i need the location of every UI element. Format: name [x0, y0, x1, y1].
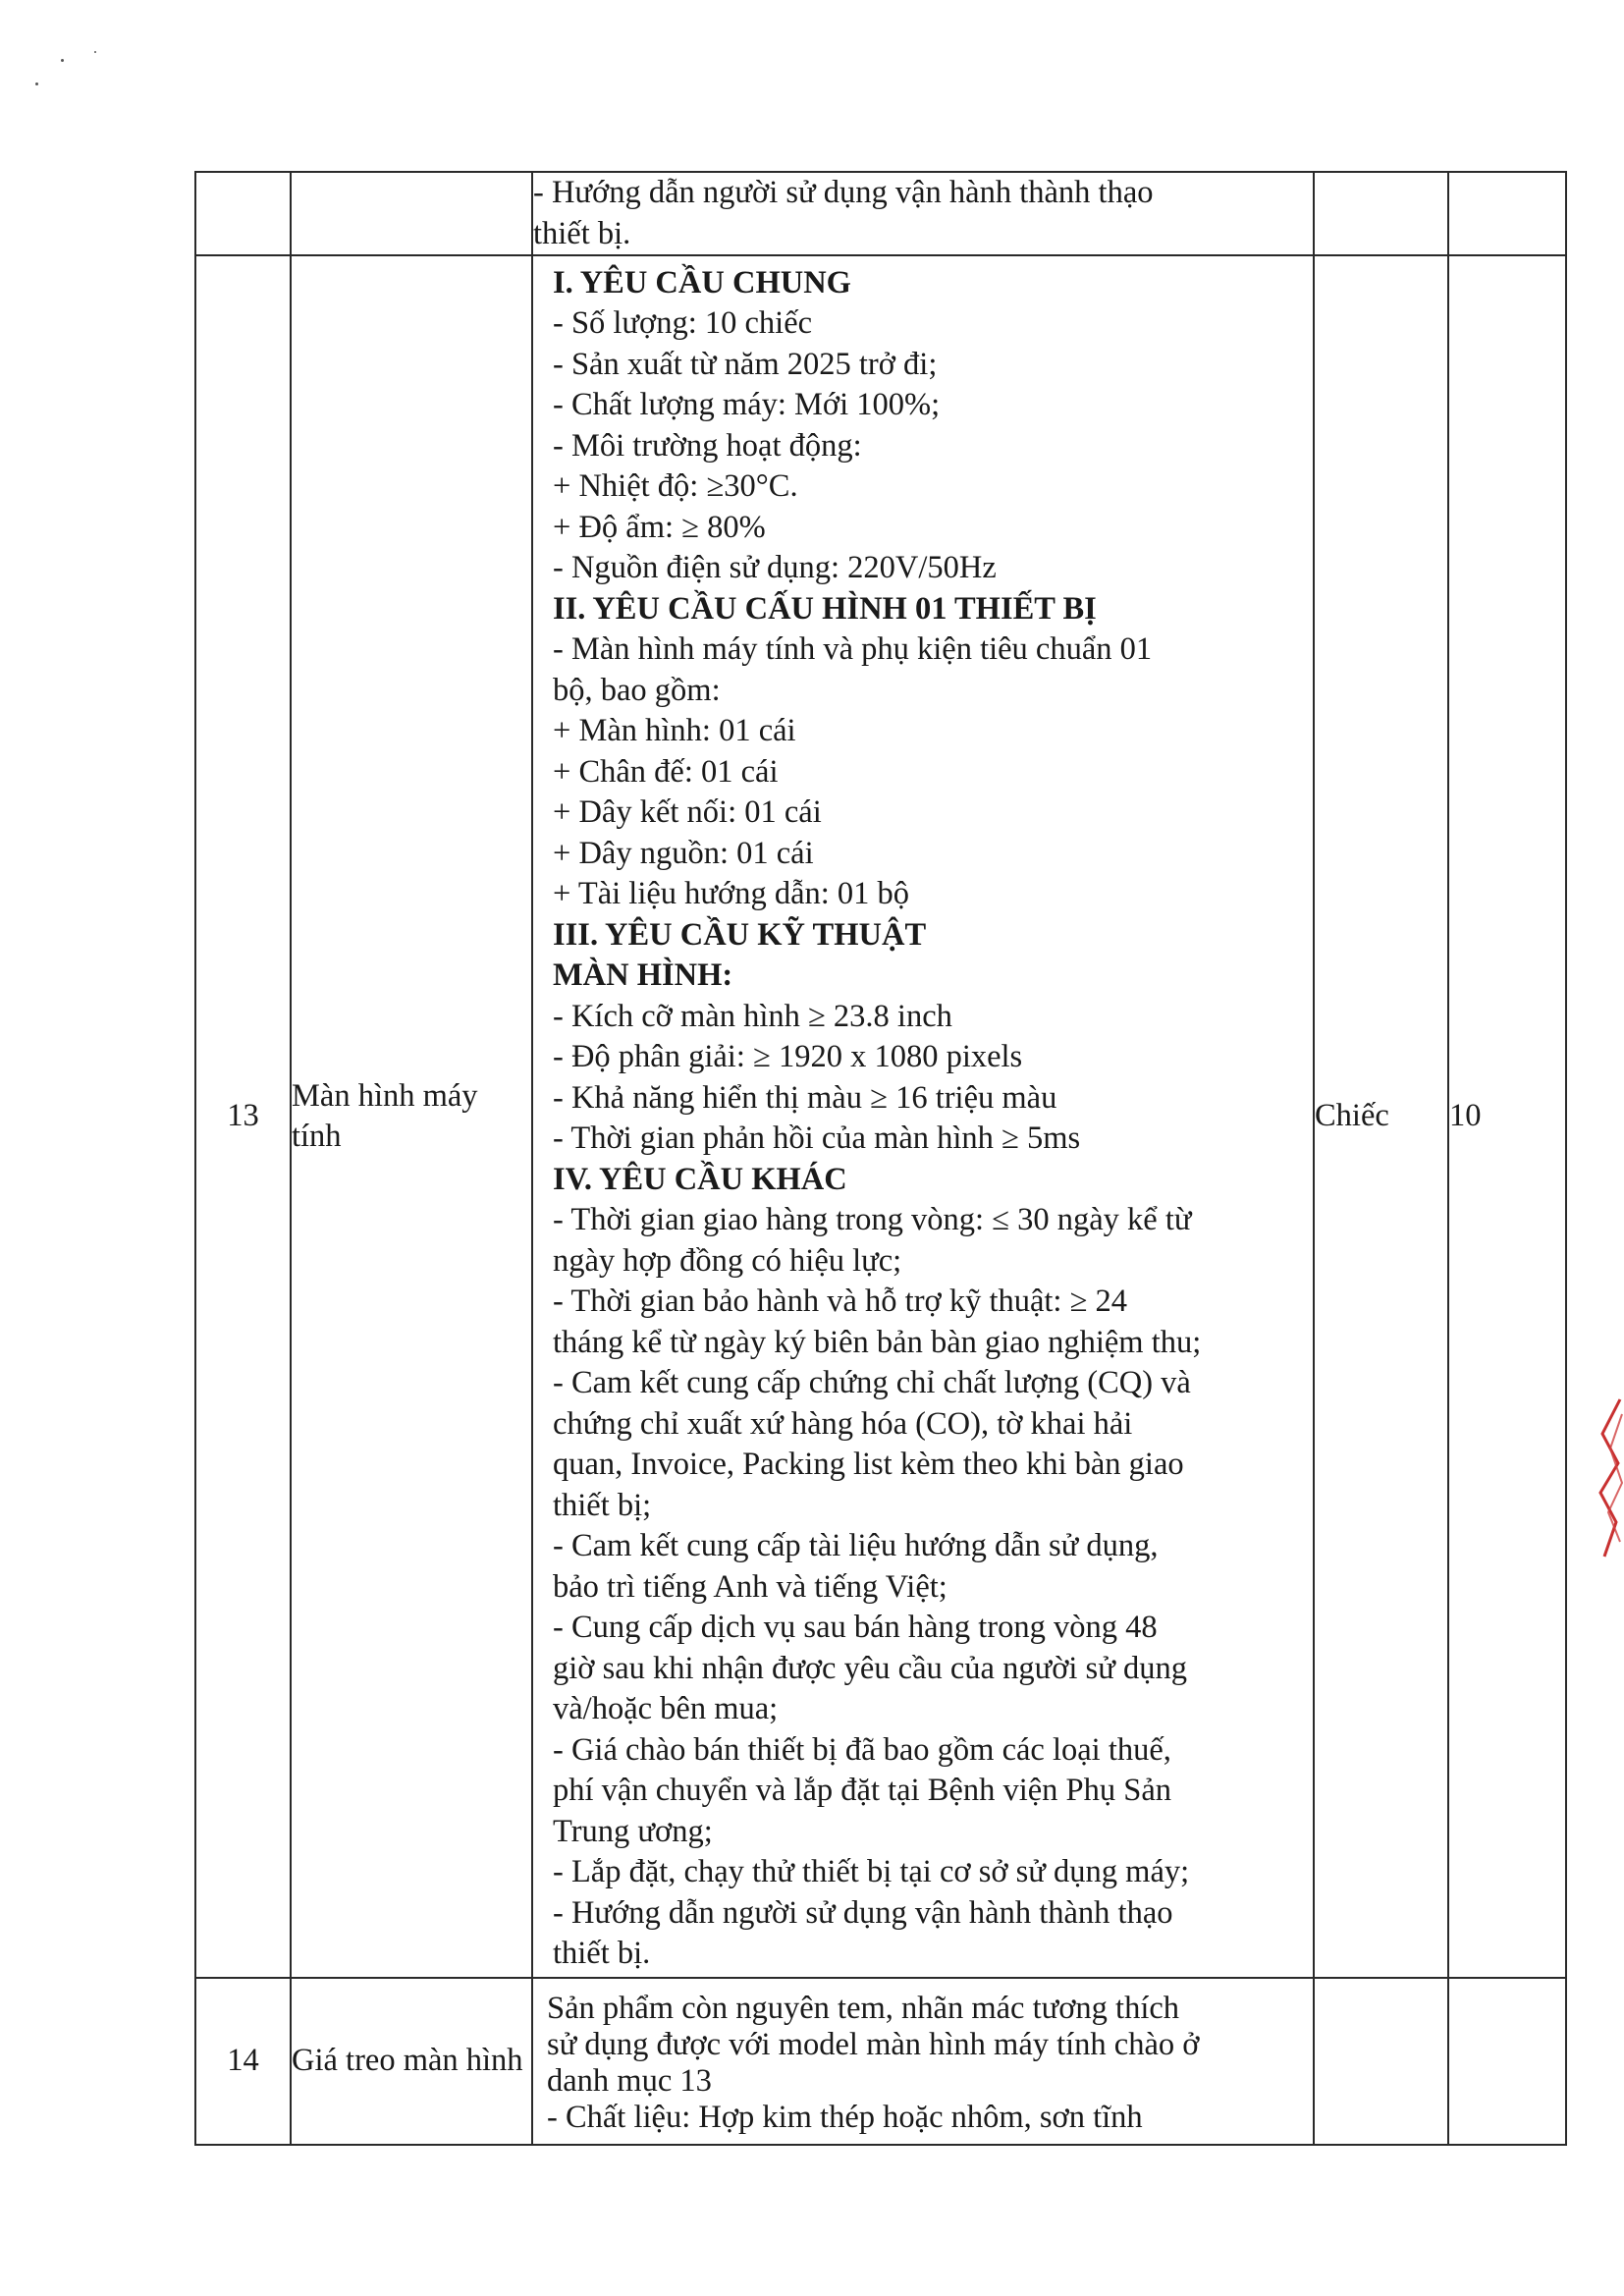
- description-line: - Số lượng: 10 chiếc: [553, 305, 813, 341]
- section-heading: II. YÊU CẦU CẤU HÌNH 01 THIẾT BỊ: [553, 590, 1097, 627]
- description-line: + Dây nguồn: 01 cái: [553, 835, 814, 871]
- item-name-cell: Màn hình máy tính: [291, 255, 532, 1978]
- stt-cell: 13: [195, 255, 291, 1978]
- description-line: - Thời gian giao hàng trong vòng: ≤ 30 ngày kể từ: [553, 1202, 1192, 1237]
- description-line: thiết bị.: [553, 1936, 651, 1971]
- description-line: thiết bị.: [533, 215, 631, 251]
- description-line: bảo trì tiếng Anh và tiếng Việt;: [553, 1568, 947, 1605]
- stt-cell: [195, 172, 291, 255]
- scan-speck: [61, 59, 64, 62]
- description-line: - Cam kết cung cấp tài liệu hướng dẫn sử dụng,: [553, 1528, 1159, 1563]
- description-line: - Màn hình máy tính và phụ kiện tiêu chuẩn 01: [553, 631, 1153, 667]
- table-row-continued: [195, 172, 1566, 255]
- description-line: + Nhiệt độ: ≥30°C.: [553, 468, 798, 504]
- qty-cell: [1448, 172, 1566, 255]
- qty-cell: 10: [1448, 255, 1566, 1978]
- description-line: - Chất lượng máy: Mới 100%;: [553, 387, 941, 422]
- description-line: và/hoặc bên mua;: [553, 1691, 779, 1726]
- description-cell: [532, 1978, 1314, 2145]
- description-line: + Chân đế: 01 cái: [553, 753, 779, 790]
- description-line: Sản phẩm còn nguyên tem, nhãn mác tương thích: [547, 1991, 1180, 2026]
- description-line: - Thời gian phản hồi của màn hình ≥ 5ms: [553, 1121, 1081, 1156]
- description-line: ngày hợp đồng có hiệu lực;: [553, 1242, 902, 1279]
- description-line: quan, Invoice, Packing list kèm theo khi bàn giao: [553, 1447, 1184, 1482]
- description-line: sử dụng được với model màn hình máy tính chào ở: [547, 2027, 1200, 2062]
- description-cell: [532, 172, 1314, 255]
- unit-cell: Chiếc: [1314, 255, 1448, 1978]
- qty-cell: [1448, 1978, 1566, 2145]
- description-line: + Màn hình: 01 cái: [553, 713, 796, 748]
- description-line: - Lắp đặt, chạy thử thiết bị tại cơ sở sử dụng máy;: [553, 1854, 1190, 1889]
- description-line: phí vận chuyển và lắp đặt tại Bệnh viện Phụ Sản: [553, 1773, 1172, 1808]
- description-line: thiết bị;: [553, 1487, 652, 1523]
- table-row-14: [195, 1978, 1566, 2145]
- description-line: giờ sau khi nhận được yêu cầu của người sử dụng: [553, 1650, 1187, 1686]
- name-cell: [291, 172, 532, 255]
- unit-cell: [1314, 1978, 1448, 2145]
- spec-table: [194, 171, 1567, 2146]
- description-line: - Khả năng hiển thị màu ≥ 16 triệu màu: [553, 1079, 1057, 1116]
- stt-cell: 14: [195, 1978, 291, 2145]
- scan-speck: [35, 82, 38, 85]
- section-heading: III. YÊU CẦU KỸ THUẬT: [553, 916, 927, 953]
- description-line: - Hướng dẫn người sử dụng vận hành thành thạo: [553, 1894, 1173, 1931]
- description-line: - Hướng dẫn người sử dụng vận hành thành thạo: [533, 175, 1154, 210]
- description-line: - Môi trường hoạt động:: [553, 427, 862, 464]
- description-line: danh mục 13: [547, 2063, 712, 2099]
- description-line: + Tài liệu hướng dẫn: 01 bộ: [553, 876, 910, 911]
- description-line: - Kích cỡ màn hình ≥ 23.8 inch: [553, 998, 952, 1034]
- unit-cell: [1314, 172, 1448, 255]
- section-heading: IV. YÊU CẦU KHÁC: [553, 1161, 847, 1197]
- table-row-13: [195, 255, 1566, 1978]
- item-name-cell: Giá treo màn hình: [291, 1978, 532, 2145]
- description-line: + Độ ẩm: ≥ 80%: [553, 509, 766, 545]
- description-line: Trung ương;: [553, 1813, 713, 1849]
- description-cell: [532, 255, 1314, 1978]
- description-line: - Chất liệu: Hợp kim thép hoặc nhôm, sơn tĩnh: [547, 2100, 1143, 2135]
- description-line: - Độ phân giải: ≥ 1920 x 1080 pixels: [553, 1039, 1023, 1074]
- description-line: - Sản xuất từ năm 2025 trở đi;: [553, 346, 938, 382]
- description-line: + Dây kết nối: 01 cái: [553, 794, 822, 830]
- description-line: - Giá chào bán thiết bị đã bao gồm các loại thuế,: [553, 1731, 1171, 1768]
- description-line: - Cung cấp dịch vụ sau bán hàng trong vòng 48: [553, 1610, 1158, 1645]
- description-line: tháng kể từ ngày ký biên bản bàn giao nghiệm thu;: [553, 1324, 1202, 1360]
- red-stamp-fragment-icon: [1593, 1394, 1624, 1561]
- description-line: chứng chỉ xuất xứ hàng hóa (CO), tờ khai hải: [553, 1405, 1133, 1442]
- section-heading: MÀN HÌNH:: [553, 957, 733, 993]
- description-line: - Cam kết cung cấp chứng chỉ chất lượng (CQ) và: [553, 1365, 1191, 1400]
- description-line: bộ, bao gồm:: [553, 672, 721, 708]
- description-line: - Nguồn điện sử dụng: 220V/50Hz: [553, 550, 997, 585]
- description-line: - Thời gian bảo hành và hỗ trợ kỹ thuật: ≥ 24: [553, 1284, 1128, 1319]
- scan-speck: [94, 51, 96, 53]
- section-heading: I. YÊU CẦU CHUNG: [553, 264, 851, 301]
